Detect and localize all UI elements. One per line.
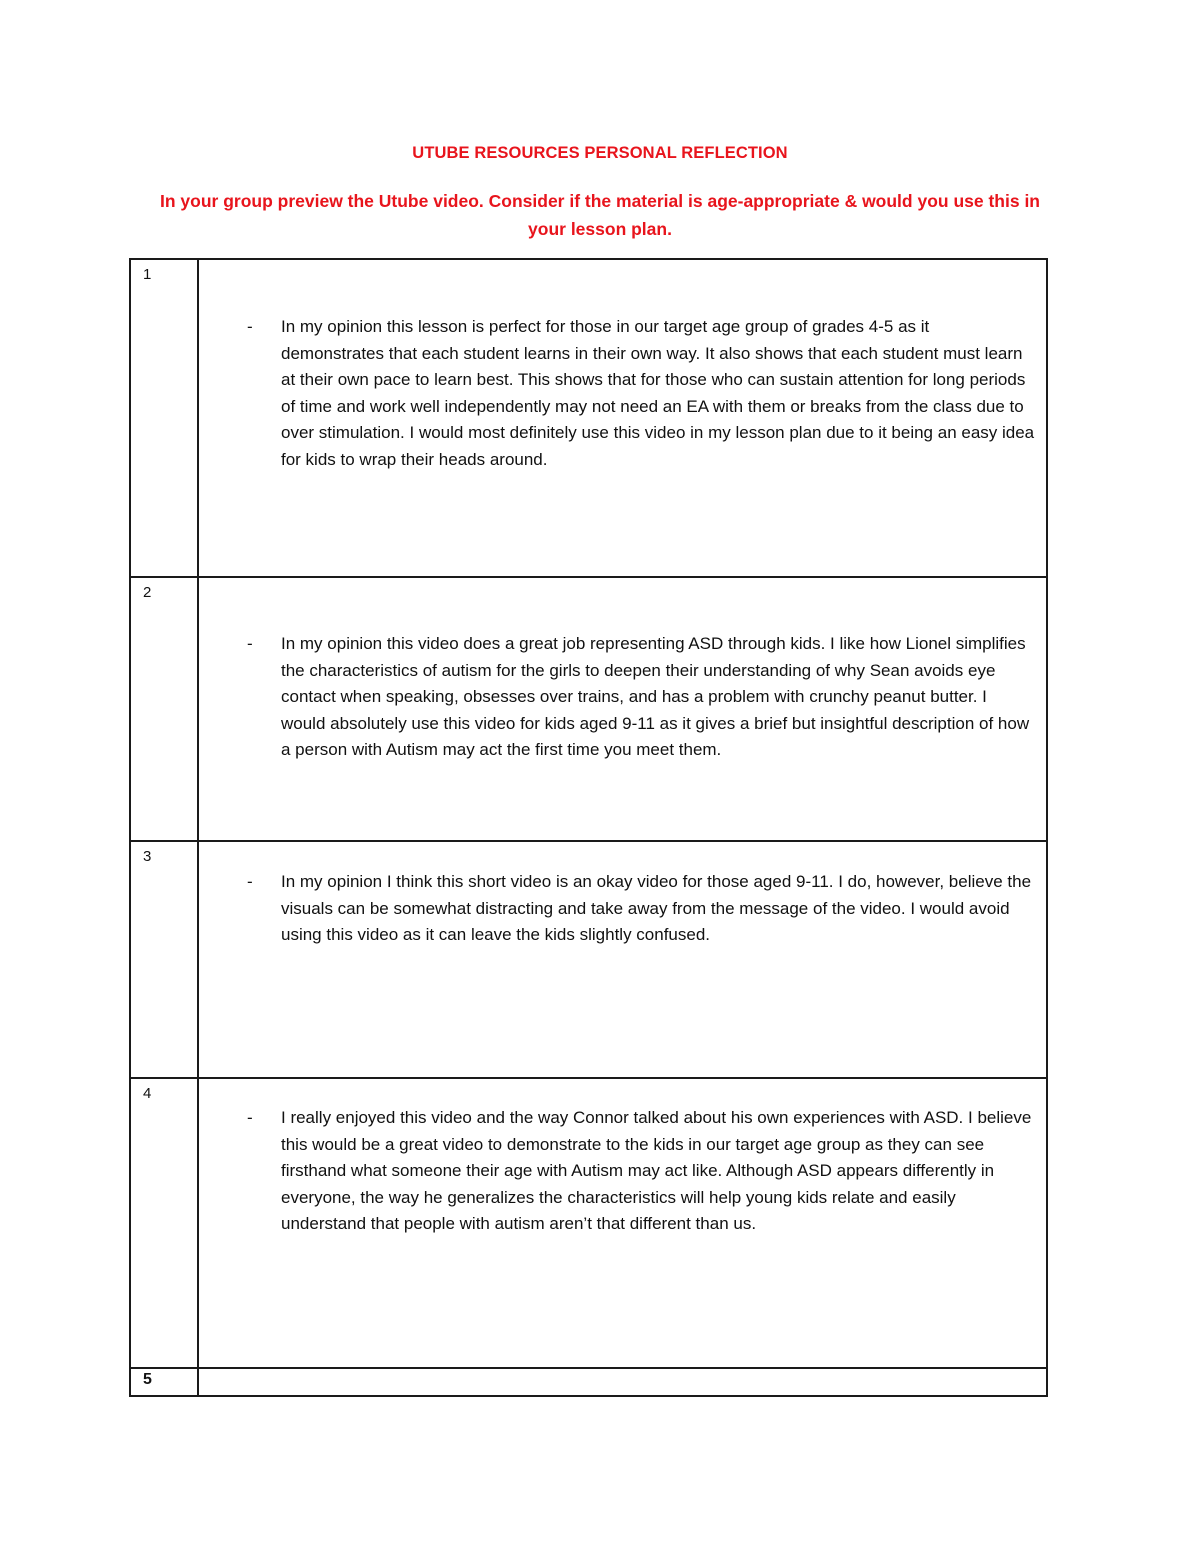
row-number: 2 (130, 577, 198, 841)
bullet-item (199, 1079, 1046, 1238)
row-number: 5 (130, 1368, 198, 1396)
comment-cell (198, 577, 1047, 841)
bullet-item (199, 842, 1046, 949)
bullet-item (199, 260, 1046, 473)
comment-cell (198, 1368, 1047, 1396)
dash-bullet: - (247, 634, 253, 653)
comment-text: I really enjoyed this video and the way Connor talked about his own experiences with ASD. I believe this would be a great video to demonstrate to the kids in our target age group as they can see firsthand what someone their age with Autism may act like. Although ASD appears differently in everyone, the way he generalizes the characteristics will help young kids relate and easily understand that people with autism aren’t that different than us. (281, 1108, 1032, 1233)
row-number: 1 (130, 259, 198, 577)
comment-cell (198, 259, 1047, 577)
dash-bullet: - (247, 317, 253, 336)
row-number: 3 (130, 841, 198, 1078)
page-title: UTUBE RESOURCES PERSONAL REFLECTION (412, 144, 788, 162)
comment-text: In my opinion I think this short video is an okay video for those aged 9-11. I do, however, believe the visuals can be somewhat distracting and take away from the message of the video. I would avoid using this video as it can leave the kids slightly confused. (281, 872, 1032, 944)
table-row (130, 577, 1047, 841)
bullet-item (199, 578, 1046, 764)
comment-cell (198, 841, 1047, 1078)
instructions-text: In your group preview the Utube video. Consider if the material is age-appropriate & would you use this in your lesson plan. (160, 191, 1040, 239)
dash-bullet: - (247, 1108, 253, 1127)
comment-cell (198, 1078, 1047, 1368)
table-row (130, 1078, 1047, 1368)
comment-text: In my opinion this lesson is perfect for those in our target age group of grades 4-5 as it demonstrates that each student learns in their own way. It also shows that each student must learn at their own pace to learn best. This shows that for those who can sustain attention for long periods of time and work well independently may not need an EA with them or breaks from the class due to over stimulation. I would most definitely use this video in my lesson plan due to it being an easy idea for kids to wrap their heads around. (281, 317, 1035, 469)
reflection-table (129, 258, 1048, 1397)
table-row (130, 1368, 1047, 1396)
dash-bullet: - (247, 872, 253, 891)
table-row (130, 259, 1047, 577)
table-row (130, 841, 1047, 1078)
row-number: 4 (130, 1078, 198, 1368)
comment-text: In my opinion this video does a great job representing ASD through kids. I like how Lionel simplifies the characteristics of autism for the girls to deepen their understanding of why Sean avoids eye contact when speaking, obsesses over trains, and has a problem with crunchy peanut butter. I would absolutely use this video for kids aged 9-11 as it gives a brief but insightful description of how a person with Autism may act the first time you meet them. (281, 634, 1030, 759)
